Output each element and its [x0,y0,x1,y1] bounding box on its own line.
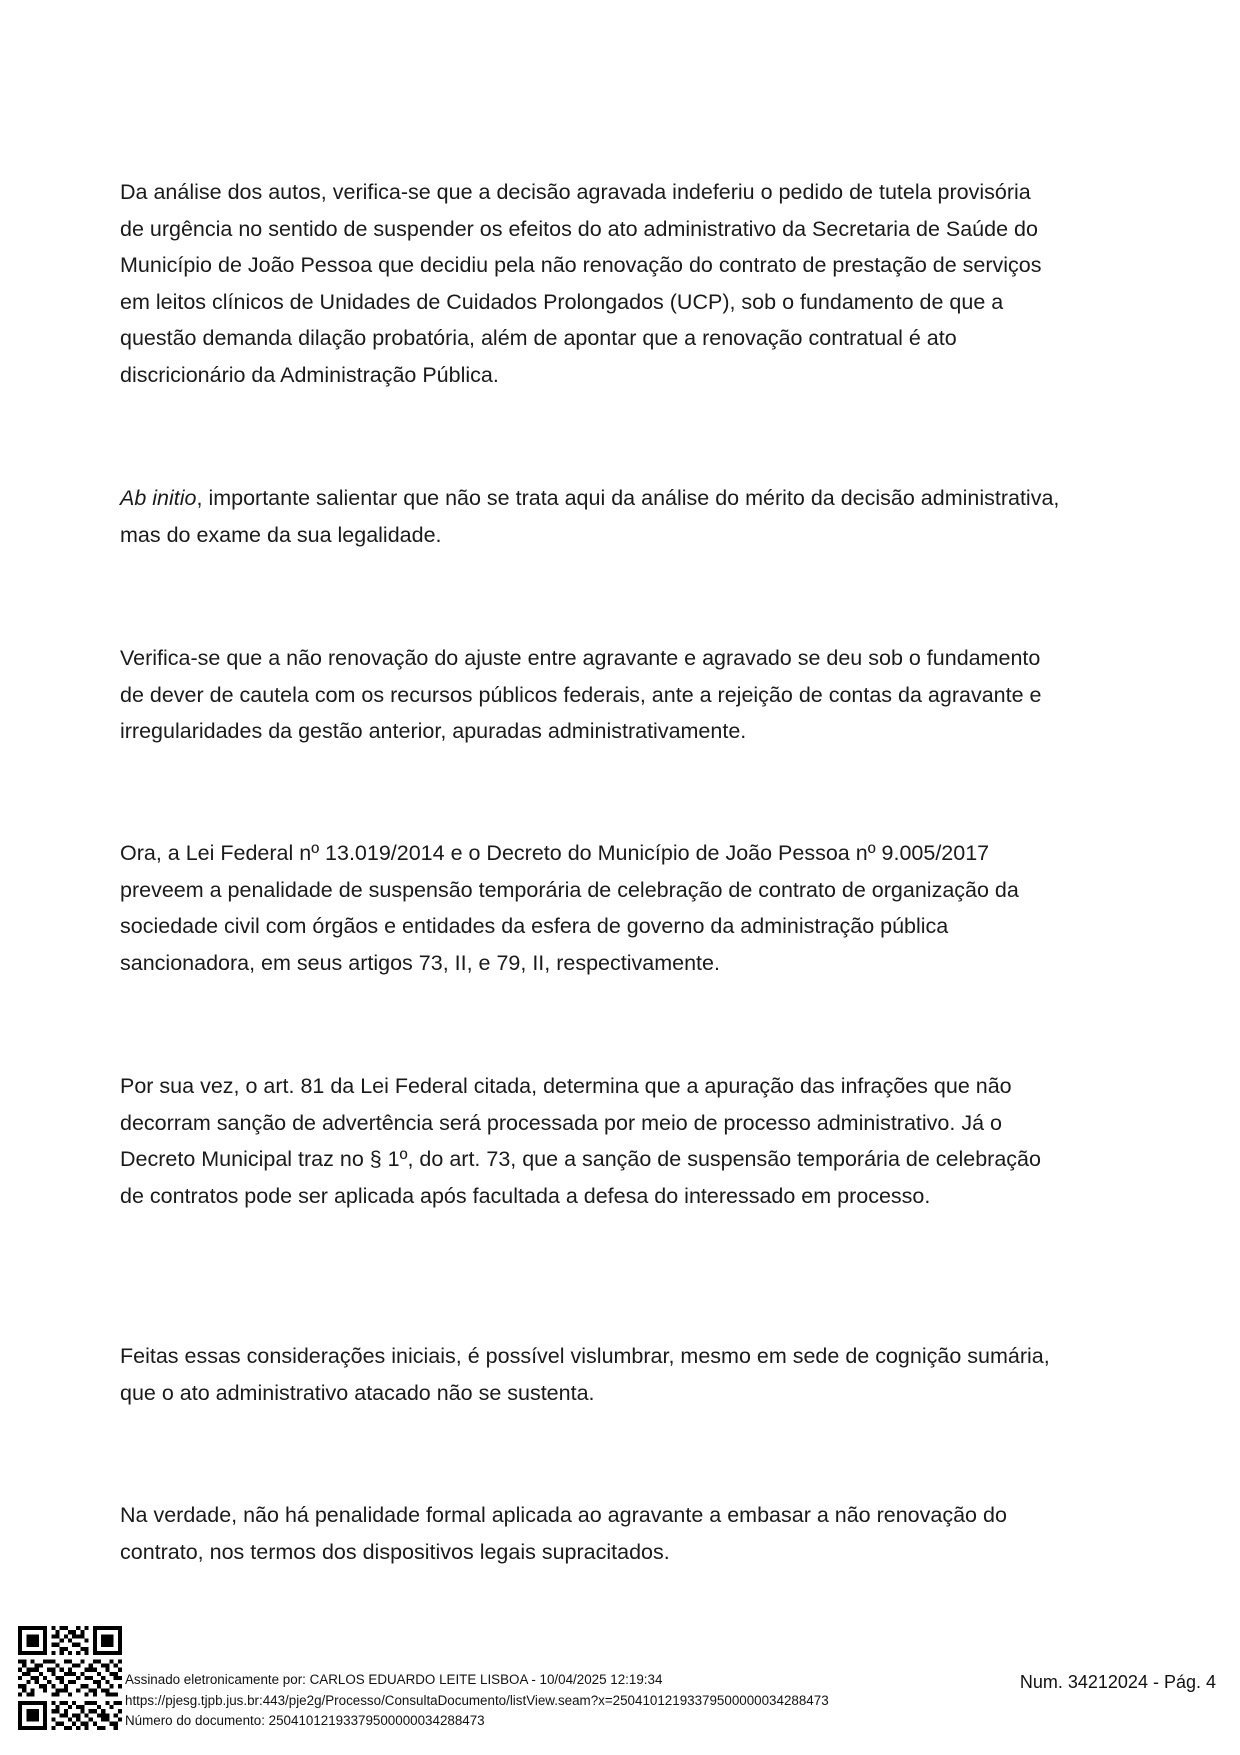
paragraph-3: Verifica-se que a não renovação do ajuste entre agravante e agravado se deu sob o fundamento de dever de cautela com os recursos públicos federais, ante a rejeição de contas da agravante e irregularidades da gestão anterior, apuradas administrativamente. [120,646,1042,744]
paragraph-7: Na verdade, não há penalidade formal aplicada ao agravante a embasar a não renovação do contrato, nos termos dos dispositivos legais supracitados. [120,1503,1007,1564]
signature-footer [0,1610,1240,1755]
qr-code-icon [18,1626,122,1730]
paragraph-2 [120,480,1060,553]
paragraph-2-text: , importante salientar que não se trata aqui da análise do mérito da decisão administrativa, mas do exame da sua legalidade. [120,486,1060,547]
signed-by-line: Assinado eletronicamente por: CARLOS EDUARDO LEITE LISBOA - 10/04/2025 12:19:34 [125,1672,663,1687]
paragraph-6: Feitas essas considerações iniciais, é possível vislumbrar, mesmo em sede de cognição sumária, que o ato administrativo atacado não se sustenta. [120,1344,1050,1405]
document-number-line: Número do documento: 25041012193379500000034288473 [125,1713,485,1728]
paragraph-4: Ora, a Lei Federal nº 13.019/2014 e o Decreto do Município de João Pessoa nº 9.005/2017 preveem a penalidade de suspensão temporária de celebração de contrato de organização da sociedade civil com órgãos e entidades da esfera de governo da administração pública sancionadora, em seus artigos 73, II, e 79, II, respectivamente. [120,841,1019,975]
paragraph-5: Por sua vez, o art. 81 da Lei Federal citada, determina que a apuração das infrações que não decorram sanção de advertência será processada por meio de processo administrativo. Já o Decreto Municipal traz no § 1º, do art. 73, que a sanção de suspensão temporária de celebração de contratos pode ser aplicada após facultada a defesa do interessado em processo. [120,1074,1041,1208]
paragraph-1: Da análise dos autos, verifica-se que a decisão agravada indeferiu o pedido de tutela provisória de urgência no sentido de suspender os efeitos do ato administrativo da Secretaria de Saúde do Município de João Pessoa que decidiu pela não renovação do contrato de prestação de serviços em leitos clínicos de Unidades de Cuidados Prolongados (UCP), sob o fundamento de que a questão demanda dilação probatória, além de apontar que a renovação contratual é ato discricionário da Administração Pública. [120,180,1042,387]
document-url-link[interactable]: https://pjesg.tjpb.jus.br:443/pje2g/Processo/ConsultaDocumento/listView.seam?x=25041012193379500000034288473 [125,1692,829,1708]
page-number: Num. 34212024 - Pág. 4 [1019,1672,1216,1692]
signature-info [125,1670,829,1732]
paragraph-2-latin-phrase: Ab initio [120,486,197,510]
